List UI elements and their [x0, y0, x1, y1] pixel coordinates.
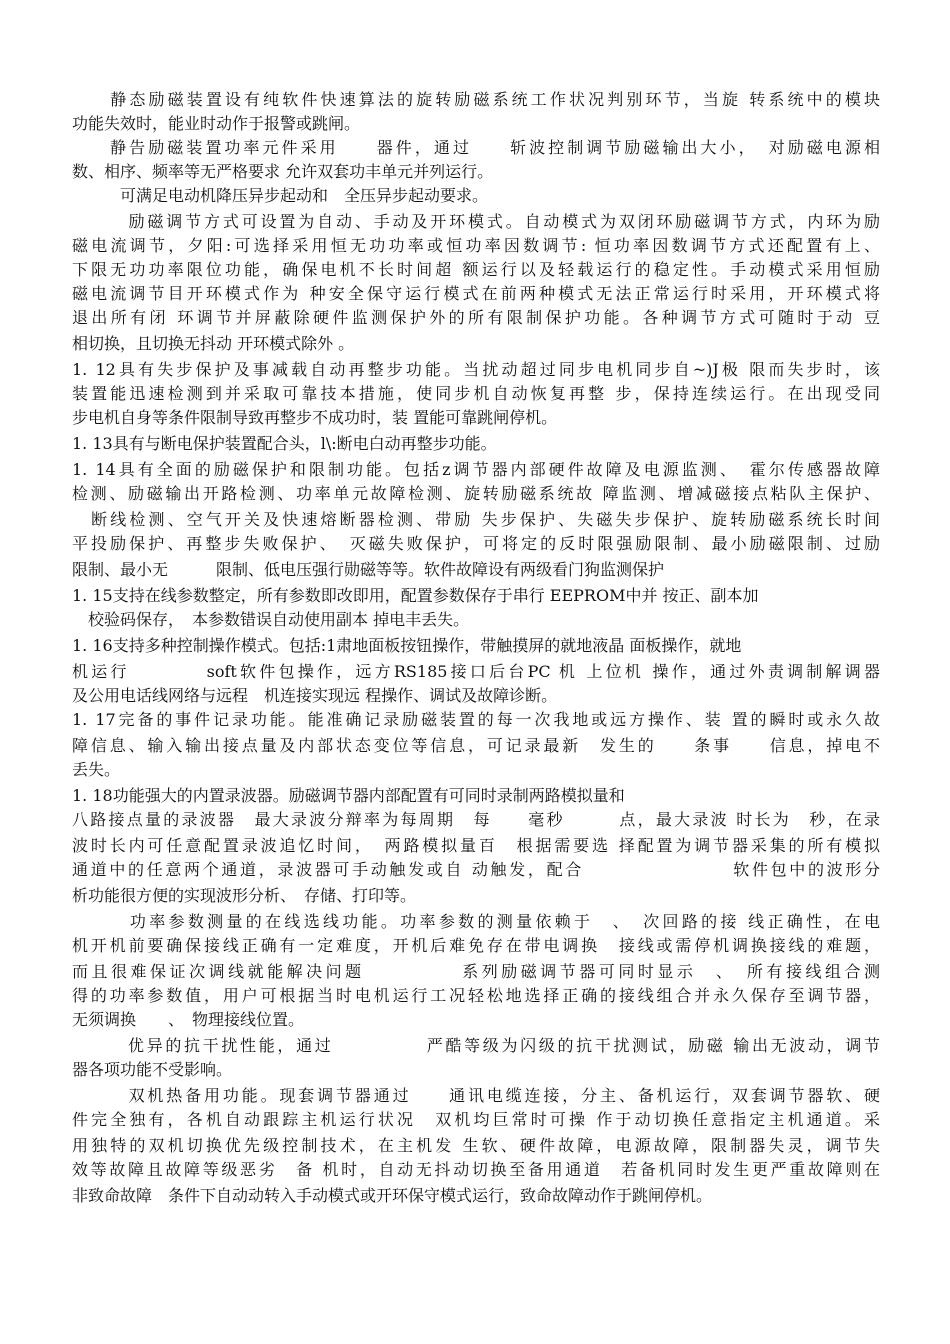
text-line: 功能失效时，能业时动作于报警或跳闸。	[72, 114, 361, 133]
text-line: 1. 15支持在线参数整定，所有参数即改即用，配置参数保存于串行 EEPROM中并 按正、副本加	[72, 586, 759, 605]
text-line: 障信息、输入输出接点量及内部状态变位等信息，可记录最新 发生的 条事 信息，掉电不	[72, 736, 880, 755]
text-line: 1. 17完备的事件记录功能。能准确记录励磁装置的每一次我地或远方操作、装 置的瞬时或永久故	[72, 710, 880, 729]
text-line: 非致命故障 条件下自动动转入手动模式或开环保守模式运行，致命故障动作于跳闸停机。	[72, 1186, 713, 1205]
text-line: 优异的抗干扰性能，通过 严酷等级为闪级的抗干扰测试，励磁 输出无波动，调节	[72, 1036, 880, 1055]
text-line: 可满足电动机降压异步起动和 全压异步起动要求。	[72, 186, 489, 205]
text-line: 丢失。	[72, 760, 121, 779]
text-line: 下限无功功率限位功能，确保电机不长时间超 额运行以及轻载运行的稳定性。手动模式采用恒励	[72, 260, 880, 279]
text-line: 八路接点量的录波器 最大录波分辩率为每周期 每 毫秒 点，最大录波 时长为 秒，在录	[72, 810, 880, 829]
text-line: 1. 18功能强大的内置录波器。励磁调节器内部配置有可同时录制两路模拟量和	[72, 786, 625, 805]
text-line: 平投励保护、再整步失败保护、 灭磁失败保护，可将定的反时限强励限制、最小励磁限制、过励	[72, 534, 880, 553]
text-line: 用独特的双机切换优先级控制技术，在主机发 生软、硬件故障，电源故障，限制器失灵，调节失	[72, 1136, 880, 1155]
text-line: 数、相序、频率等无严格要求 允许双套功丰单元并列运行。	[72, 162, 494, 181]
text-line: 功率参数测量的在线选线功能。功率参数的测量依赖于 、 次回路的接 线正确性，在电	[72, 912, 880, 931]
text-line: 双机热备用功能。现套调节器通过 通讯电缆连接，分主、备机运行，双套调节器软、硬	[72, 1086, 880, 1105]
text-line: 步电机自身等条件限制导致再整步不成功时，装 置能可靠跳闸停机。	[72, 408, 558, 427]
text-line: 断线检测、空气开关及快速熔断器检测、带励 失步保护、失磁失步保护、旋转励磁系统长时间	[72, 510, 880, 529]
text-line: 而且很难保证次调线就能解决问题 系列励磁调节器可同时显示 、 所有接线组合测	[72, 962, 880, 981]
text-line: 磁电流调节，夕阳:可选择采用恒无功功率或恒功率因数调节: 恒功率因数调节方式还配置有上、	[72, 236, 880, 255]
text-line: 效等故障且故障等级恶劣 备 机时，自动无抖动切换至备用通道 若备机同时发生更严重故障则在	[72, 1160, 880, 1179]
text-line: 相切换，且切换无抖动 开环模式除外 。	[72, 334, 355, 353]
text-line: 1. 16支持多种控制操作模式。包括:1肃地面板按钮操作，带触摸屏的就地液晶 面板操作，就地	[72, 636, 742, 655]
text-line: 校验码保存， 本参数错误自动使用副本 掉电丰丢失。	[72, 610, 470, 629]
text-line: 1. 13具有与断电保护装置配合头，l\:断电白动再整步功能。	[72, 434, 497, 453]
text-line: 退出所有闭 环调节并屏蔽除硬件监测保护外的所有限制保护功能。各种调节方式可随时于动 豆	[72, 308, 880, 327]
text-line: 1. 14具有全面的励磁保护和限制功能。包括z调节器内部硬件故障及电源监测、 霍尔传感器故障	[72, 460, 880, 479]
text-line: 无须调换 、 物理接线位置。	[72, 1010, 305, 1029]
text-line: 机运行 soft软件包操作，远方RS185接口后台PC 机 上位机 操作，通过外责调制解调器	[72, 662, 880, 681]
text-line: 1. 12具有失步保护及事减载自动再整步功能。当扰动超过同步电机同步自~)J极 限而失步时，该	[72, 360, 880, 379]
text-line: 装置能迅速检测到并采取可靠技本措施，使同步机自动恢复再整 步，保持连续运行。在出现受同	[72, 384, 880, 403]
text-line: 及公用电话线网络与远程 机连接实现远 程操作、调试及故障诊断。	[72, 686, 558, 705]
text-line: 析功能很方便的实现波形分析、 存储、打印等。	[72, 886, 417, 905]
text-line: 励磁调节方式可设置为自动、手动及开环模式。自动模式为双闭环励磁调节方式，内环为励	[72, 212, 880, 231]
text-line: 限制、最小无 限制、低电压强行勋磁等等。软件故障设有两级看门狗监测保护	[72, 560, 665, 579]
text-line: 机开机前要确保接线正确有一定难度，开机后难免存在带电调换 接线或需停机调换接线的难题，	[72, 936, 880, 955]
text-line: 器各项功能不受影响。	[72, 1060, 233, 1079]
text-line: 通道中的任意两个通道，录波器可手动触发或自 动触发，配合 软件包中的波形分	[72, 860, 880, 879]
text-line: 波时长内可任意配置录波追忆时间， 两路模拟量百 根据需要选 择配置为调节器采集的所有模拟	[72, 836, 880, 855]
text-line: 件完全独有，各机自动跟踪主机运行状况 双机均巨常时可操 作于动切换任意指定主机通道。采	[72, 1110, 880, 1129]
text-line: 检测、励磁输出开路检测、功率单元故障检测、旋转励磁系统故 障监测、增减磁接点粘队主保护、	[72, 484, 880, 503]
text-line: 得的功率参数值，用户可根据当时电机运行工况轻松地选择正确的接线组合并永久保存至调节器，	[72, 986, 880, 1005]
text-line: 磁电流调节目开环模式作为 种安全保守运行模式在前两种模式无法正常运行时采用，开环模式将	[72, 284, 880, 303]
text-line: 静告励磁装置功率元件采用 器件，通过 斩波控制调节励磁输出大小， 对励磁电源相	[72, 138, 880, 157]
text-line: 静态励磁装置设有纯软件快速算法的旋转励磁系统工作状况判别环节，当旋 转系统中的模块	[72, 90, 880, 109]
